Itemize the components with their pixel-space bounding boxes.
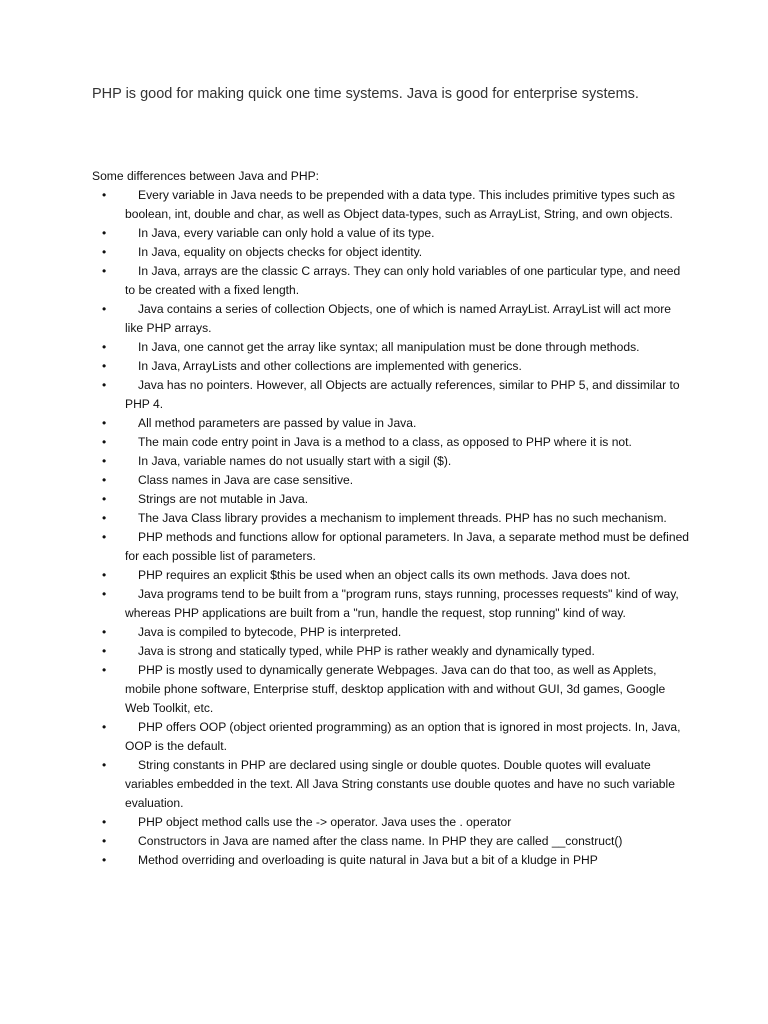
- list-item-text: In Java, ArrayLists and other collections are implemented with generics.: [138, 359, 522, 373]
- bullet-icon: •: [102, 264, 107, 278]
- bullet-icon: •: [102, 834, 107, 848]
- bullet-icon: •: [102, 226, 107, 240]
- list-item: [92, 490, 692, 509]
- list-item-text: Strings are not mutable in Java.: [138, 492, 309, 506]
- list-item-text: PHP offers OOP (object oriented programming) as an option that is ignored in most projects. In, Java, OOP is the default.: [125, 720, 681, 753]
- bullet-icon: •: [102, 587, 107, 601]
- bullet-icon: •: [102, 454, 107, 468]
- list-item: [92, 642, 692, 661]
- bullet-icon: •: [102, 473, 107, 487]
- list-item: [92, 433, 692, 452]
- list-item: [92, 832, 692, 851]
- bullet-icon: •: [102, 188, 107, 202]
- list-item: [92, 813, 692, 832]
- list-item-text: In Java, every variable can only hold a value of its type.: [138, 226, 435, 240]
- section-heading: Some differences between Java and PHP:: [92, 169, 320, 183]
- differences-section: [92, 167, 692, 870]
- list-item: [92, 338, 692, 357]
- list-item-text: In Java, one cannot get the array like syntax; all manipulation must be done through methods.: [138, 340, 640, 354]
- bullet-icon: •: [102, 492, 107, 506]
- list-item: [92, 585, 692, 623]
- intro-text: PHP is good for making quick one time systems. Java is good for enterprise systems.: [92, 86, 639, 102]
- list-item: [92, 243, 692, 262]
- bullet-icon: •: [102, 663, 107, 677]
- list-item: [92, 509, 692, 528]
- list-item: [92, 414, 692, 433]
- list-item-text: The main code entry point in Java is a method to a class, as opposed to PHP where it is not.: [138, 435, 632, 449]
- list-item: [92, 224, 692, 243]
- list-item-text: Every variable in Java needs to be prepended with a data type. This includes primitive types such as boolean, int, double and char, as well as Object data-types, such as ArrayList, String, and own objects.: [125, 188, 675, 221]
- bullet-icon: •: [102, 720, 107, 734]
- list-item-text: Java is strong and statically typed, while PHP is rather weakly and dynamically typed.: [138, 644, 595, 658]
- list-item-text: Java has no pointers. However, all Objects are actually references, similar to PHP 5, and dissimilar to PHP 4.: [125, 378, 680, 411]
- list-item-text: In Java, arrays are the classic C arrays. They can only hold variables of one particular type, and need to be created with a fixed length.: [125, 264, 681, 297]
- list-item: [92, 186, 692, 224]
- bullet-icon: •: [102, 359, 107, 373]
- bullet-icon: •: [102, 511, 107, 525]
- bullet-icon: •: [102, 568, 107, 582]
- list-item-text: In Java, equality on objects checks for object identity.: [138, 245, 423, 259]
- bullet-icon: •: [102, 758, 107, 772]
- bullet-icon: •: [102, 530, 107, 544]
- list-item: [92, 623, 692, 642]
- bullet-icon: •: [102, 340, 107, 354]
- bullet-icon: •: [102, 245, 107, 259]
- bullet-icon: •: [102, 302, 107, 316]
- list-item-text: PHP requires an explicit $this be used when an object calls its own methods. Java does not.: [138, 568, 631, 582]
- list-item-text: Method overriding and overloading is quite natural in Java but a bit of a kludge in PHP: [138, 853, 598, 867]
- list-item-text: String constants in PHP are declared using single or double quotes. Double quotes will evaluate variables embedded in the text. All Java String constants use double quotes and have no such variable evaluation.: [125, 758, 675, 810]
- differences-list: [92, 186, 692, 870]
- list-item-text: All method parameters are passed by value in Java.: [138, 416, 417, 430]
- bullet-icon: •: [102, 435, 107, 449]
- list-item: [92, 528, 692, 566]
- list-item: [92, 661, 692, 718]
- bullet-icon: •: [102, 853, 107, 867]
- bullet-icon: •: [102, 644, 107, 658]
- list-item: [92, 566, 692, 585]
- list-item-text: Java contains a series of collection Objects, one of which is named ArrayList. ArrayList will act more like PHP arrays.: [125, 302, 672, 335]
- bullet-icon: •: [102, 625, 107, 639]
- list-item: [92, 262, 692, 300]
- list-item: [92, 376, 692, 414]
- list-item: [92, 300, 692, 338]
- list-item-text: Java programs tend to be built from a "program runs, stays running, processes requests" kind of way, whereas PHP applications are built from a "run, handle the request, stop running" kind of way.: [125, 587, 679, 620]
- list-item-text: Class names in Java are case sensitive.: [138, 473, 354, 487]
- bullet-icon: •: [102, 378, 107, 392]
- list-item: [92, 357, 692, 376]
- list-item: [92, 471, 692, 490]
- list-item-text: Constructors in Java are named after the class name. In PHP they are called __construct(): [138, 834, 623, 848]
- list-item-text: In Java, variable names do not usually start with a sigil ($).: [138, 454, 452, 468]
- list-item-text: PHP is mostly used to dynamically generate Webpages. Java can do that too, as well as Applets, mobile phone software, Enterprise stuff, desktop application with and without GUI, 3d games, Google Web Toolkit, etc.: [125, 663, 666, 715]
- list-item: [92, 756, 692, 813]
- list-item: [92, 452, 692, 471]
- list-item: [92, 851, 692, 870]
- list-item-text: PHP methods and functions allow for optional parameters. In Java, a separate method must be defined for each possible list of parameters.: [125, 530, 690, 563]
- list-item-text: PHP object method calls use the -> operator. Java uses the . operator: [138, 815, 512, 829]
- bullet-icon: •: [102, 815, 107, 829]
- list-item-text: Java is compiled to bytecode, PHP is interpreted.: [138, 625, 402, 639]
- bullet-icon: •: [102, 416, 107, 430]
- list-item-text: The Java Class library provides a mechanism to implement threads. PHP has no such mechanism.: [138, 511, 667, 525]
- list-item: [92, 718, 692, 756]
